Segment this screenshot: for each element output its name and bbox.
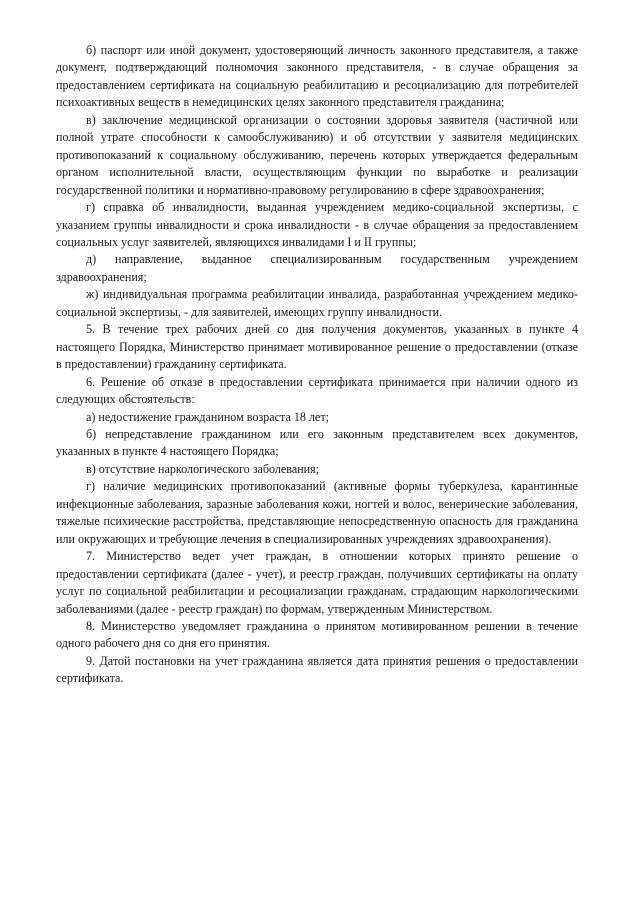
paragraph-g-disability-certificate: г) справка об инвалидности, выданная учреждением медико-социальной экспертизы, с указанием группы инвалидности и срока инвалидности - в случае обращения за предоставлением социальных услуг заявителей, являющихся инвалидами I и II группы; (56, 200, 578, 249)
paragraph-d-referral: д) направление, выданное специализированным государственным учреждением здравоохранения; (56, 252, 578, 284)
paragraph-6v-no-disease: в) отсутствие наркологического заболевания; (86, 461, 320, 476)
paragraph-6g-contraindications: г) наличие медицинских противопоказаний (активные формы туберкулеза, карантинные инфекционные заболевания, заразные заболевания кожи, ногтей и волос, венерические заболевания, тяжелые психические расстройства, представляющие непосредственную опасность для гражданина или окружающих и требующие лечения в специализированных учреждениях здравоохранения). (56, 479, 578, 546)
paragraph-7-registry: 7. Министерство ведет учет граждан, в отношении которых принято решение о предоставлении сертификата (далее - учет), и реестр граждан, получивших сертификаты на оплату услуг по социальной реабилитации и ресоциализации гражданам, страдающим наркологическими заболеваниями (далее - реестр граждан) по формам, утвержденным Министерством. (56, 549, 578, 616)
paragraph-9-registration-date: 9. Датой постановки на учет гражданина является дата принятия решения о предоставлении сертификата. (56, 653, 578, 686)
paragraph-v-medical-conclusion: в) заключение медицинской организации о состоянии здоровья заявителя (частичной или полной утрате способности к самообслуживанию) и об отсутствии у заявителя медицинских противопоказаний к социальному обслуживанию, перечень которых утверждается федеральным органом исполнительной власти, осуществляющим функции по выработке и реализации государственной политики и нормативно-правовому регулированию в сфере здравоохранения; (56, 112, 578, 197)
document-page (56, 42, 578, 688)
paragraph-8-notification: 8. Министерство уведомляет гражданина о принятом мотивированном решении в течение одного рабочего дня со дня его принятия. (56, 618, 578, 651)
paragraph-6b-documents: б) непредставление гражданином или его законным представителем всех документов, указанных в пункте 4 настоящего Порядка; (56, 426, 578, 459)
paragraph-b-passport: б) паспорт или иной документ, удостоверяющий личность законного представителя, а также документ, подтверждающий полномочия законного представителя, - в случае обращения за предоставлением сертификата на социальную реабилитацию и ресоциализацию для потребителей психоактивных веществ в немедицинских целях законного представителя гражданина; (56, 43, 578, 110)
paragraph-zh-rehab-program: ж) индивидуальная программа реабилитации инвалида, разработанная учреждением медико-социальной экспертизы, - для заявителей, имеющих группу инвалидности. (56, 287, 578, 319)
paragraph-6-refusal-grounds: 6. Решение об отказе в предоставлении сертификата принимается при наличии одного из следующих обстоятельств: (56, 374, 578, 407)
paragraph-5-decision-term: 5. В течение трех рабочих дней со дня получения документов, указанных в пункте 4 настоящего Порядка, Министерство принимает мотивированное решение о предоставлении (отказе в предоставлении) гражданину сертификата. (56, 322, 578, 372)
paragraph-6a-age: а) недостижение гражданином возраста 18 лет; (86, 409, 330, 424)
